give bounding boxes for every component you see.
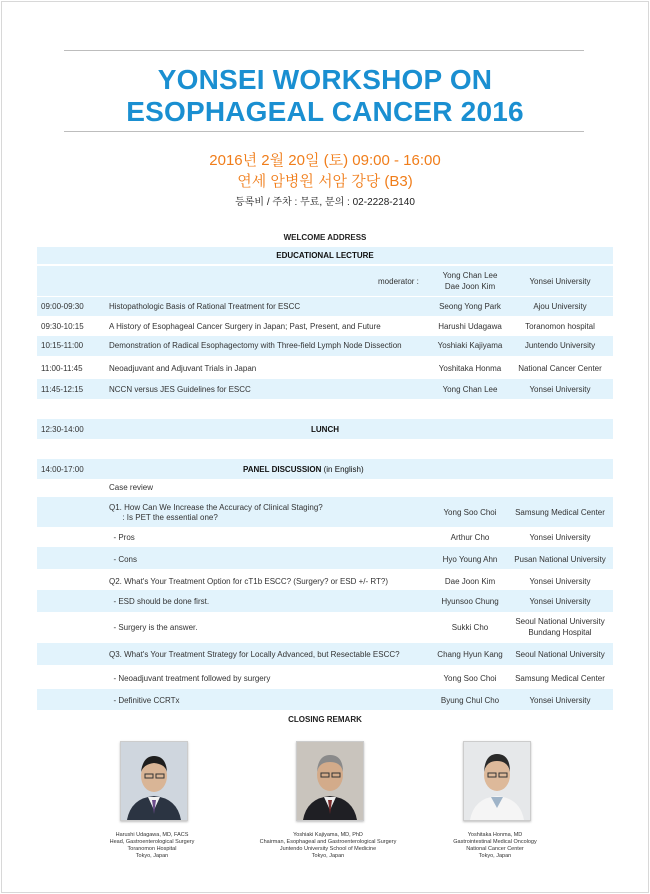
panel-topic: - Neoadjuvant treatment followed by surgery (109, 674, 271, 683)
lecture-speaker: Seong Yong Park (439, 302, 501, 311)
speaker-name: Yoshitaka Honma, MD (467, 832, 523, 838)
lecture-topic: A History of Esophageal Cancer Surgery in Japan; Past, Present, and Future (109, 322, 381, 331)
title-line-1: YONSEI WORKSHOP ON (157, 64, 493, 95)
panel-speaker: Yong Soo Choi (443, 674, 497, 683)
panel-topic: - ESD should be done first. (109, 597, 210, 606)
lecture-topic: Histopathologic Basis of Rational Treatment for ESCC (109, 302, 301, 311)
panel-time: 14:00-17:00 (41, 465, 84, 474)
lecture-affiliation: Yonsei University (529, 385, 591, 394)
lecture-topic: Neoadjuvant and Adjuvant Trials in Japan (109, 364, 257, 373)
panel-speaker: Dae Joon Kim (444, 577, 496, 586)
moderator-affiliation: Yonsei University (529, 277, 591, 286)
panel-topic: Q2. What's Your Treatment Option for cT1b ESCC? (Surgery? or ESD +/- RT?) (109, 577, 389, 586)
lunch-label: LUNCH (311, 425, 339, 434)
educational-lecture-title: EDUCATIONAL LECTURE (276, 251, 374, 260)
closing-remark: CLOSING REMARK (288, 715, 362, 724)
panel-affiliation: Seoul National University (515, 650, 605, 659)
lecture-time: 11:45-12:15 (41, 385, 84, 394)
title-rule (64, 131, 584, 132)
panel-label: PANEL DISCUSSION (243, 465, 322, 474)
top-rule (64, 50, 584, 51)
panel-speaker: Chang Hyun Kang (437, 650, 503, 659)
lecture-speaker: Yoshitaka Honma (438, 364, 502, 373)
moderator-name-1: Yong Chan Lee (442, 271, 498, 280)
lunch-time: 12:30-14:00 (41, 425, 84, 434)
speaker-institution: National Cancer Center (466, 846, 524, 852)
speaker-institution: Juntendo University School of Medicine (279, 846, 377, 852)
panel-topic: - Pros (109, 533, 135, 542)
event-date-time: 2016년 2월 20일 (토) 09:00 - 16:00 (209, 152, 441, 169)
lecture-topic: Demonstration of Radical Esophagectomy with Three-field Lymph Node Dissection (109, 341, 402, 350)
speaker-title: Head, Gastroenterological Surgery (109, 839, 195, 845)
speaker-location: Tokyo, Japan (478, 853, 512, 859)
speaker-title: Gastrointestinal Medical Oncology (453, 839, 537, 845)
panel-speaker: Hyunsoo Chung (441, 597, 499, 606)
speaker-location: Tokyo, Japan (311, 853, 345, 859)
panel-affiliation: Yonsei University (529, 696, 591, 705)
speaker-photo (120, 741, 188, 821)
lecture-affiliation: National Cancer Center (518, 364, 602, 373)
lecture-topic: NCCN versus JES Guidelines for ESCC (109, 385, 251, 394)
panel-topic-continued: : Is PET the essential one? (109, 513, 218, 522)
lecture-time: 11:00-11:45 (41, 364, 83, 373)
panel-topic: - Cons (109, 555, 138, 564)
welcome-address: WELCOME ADDRESS (283, 233, 367, 242)
lecture-time: 09:30-10:15 (41, 322, 84, 331)
speaker-photo (296, 741, 364, 821)
title-line-2: ESOPHAGEAL CANCER 2016 (126, 96, 524, 127)
speaker-caption (77, 832, 227, 860)
panel-speaker: Arthur Cho (450, 533, 490, 542)
lecture-speaker: Yong Chan Lee (442, 385, 498, 394)
panel-affiliation-line-2: Bundang Hospital (528, 628, 592, 637)
event-venue: 연세 암병원 서암 강당 (B3) (237, 173, 413, 190)
lecture-time: 10:15-11:00 (41, 341, 84, 350)
panel-affiliation: Yonsei University (529, 577, 591, 586)
panel-speaker: Hyo Young Ahn (442, 555, 498, 564)
panel-affiliation: Samsung Medical Center (515, 508, 605, 517)
moderator-name-2: Dae Joon Kim (444, 282, 496, 291)
speaker-institution: Toranomon Hospital (127, 846, 177, 852)
panel-speaker: Sukki Cho (451, 623, 489, 632)
panel-speaker: Yong Soo Choi (443, 508, 497, 517)
panel-affiliation: Seoul National University (515, 617, 605, 626)
speaker-photo (463, 741, 531, 821)
panel-topic: Q1. How Can We Increase the Accuracy of Clinical Staging? (109, 503, 323, 512)
speaker-name: Yoshiaki Kajiyama, MD, PhD (293, 832, 363, 838)
lecture-speaker: Yoshiaki Kajiyama (437, 341, 503, 350)
panel-topic: Q3. What's Your Treatment Strategy for Locally Advanced, but Resectable ESCC? (109, 650, 400, 659)
speaker-name: Harushi Udagawa, MD, FACS (115, 832, 189, 838)
panel-topic: - Surgery is the answer. (109, 623, 198, 632)
educational-lecture-band (37, 247, 613, 264)
panel-topic: - Definitive CCRTx (109, 696, 180, 705)
lecture-affiliation: Toranomon hospital (525, 322, 595, 331)
lecture-time: 09:00-09:30 (41, 302, 84, 311)
panel-speaker: Byung Chul Cho (440, 696, 500, 705)
registration-info: 등록비 / 주차 : 무료, 문의 : 02-2228-2140 (235, 197, 415, 208)
panel-affiliation: Yonsei University (529, 597, 591, 606)
lecture-affiliation: Juntendo University (524, 341, 596, 350)
lecture-affiliation: Ajou University (533, 302, 587, 311)
panel-affiliation: Yonsei University (529, 533, 591, 542)
speaker-caption (253, 832, 403, 860)
panel-topic: Case review (109, 483, 154, 492)
speaker-title: Chairman, Esophageal and Gastroenterological Surgery (259, 839, 397, 845)
panel-affiliation: Pusan National University (514, 555, 606, 564)
panel-affiliation: Samsung Medical Center (515, 674, 605, 683)
panel-title (243, 465, 364, 475)
moderator-label: moderator : (378, 277, 419, 286)
panel-language-note: (in English) (321, 465, 364, 474)
speaker-caption (420, 832, 570, 860)
lecture-speaker: Harushi Udagawa (438, 322, 502, 331)
speaker-location: Tokyo, Japan (135, 853, 169, 859)
